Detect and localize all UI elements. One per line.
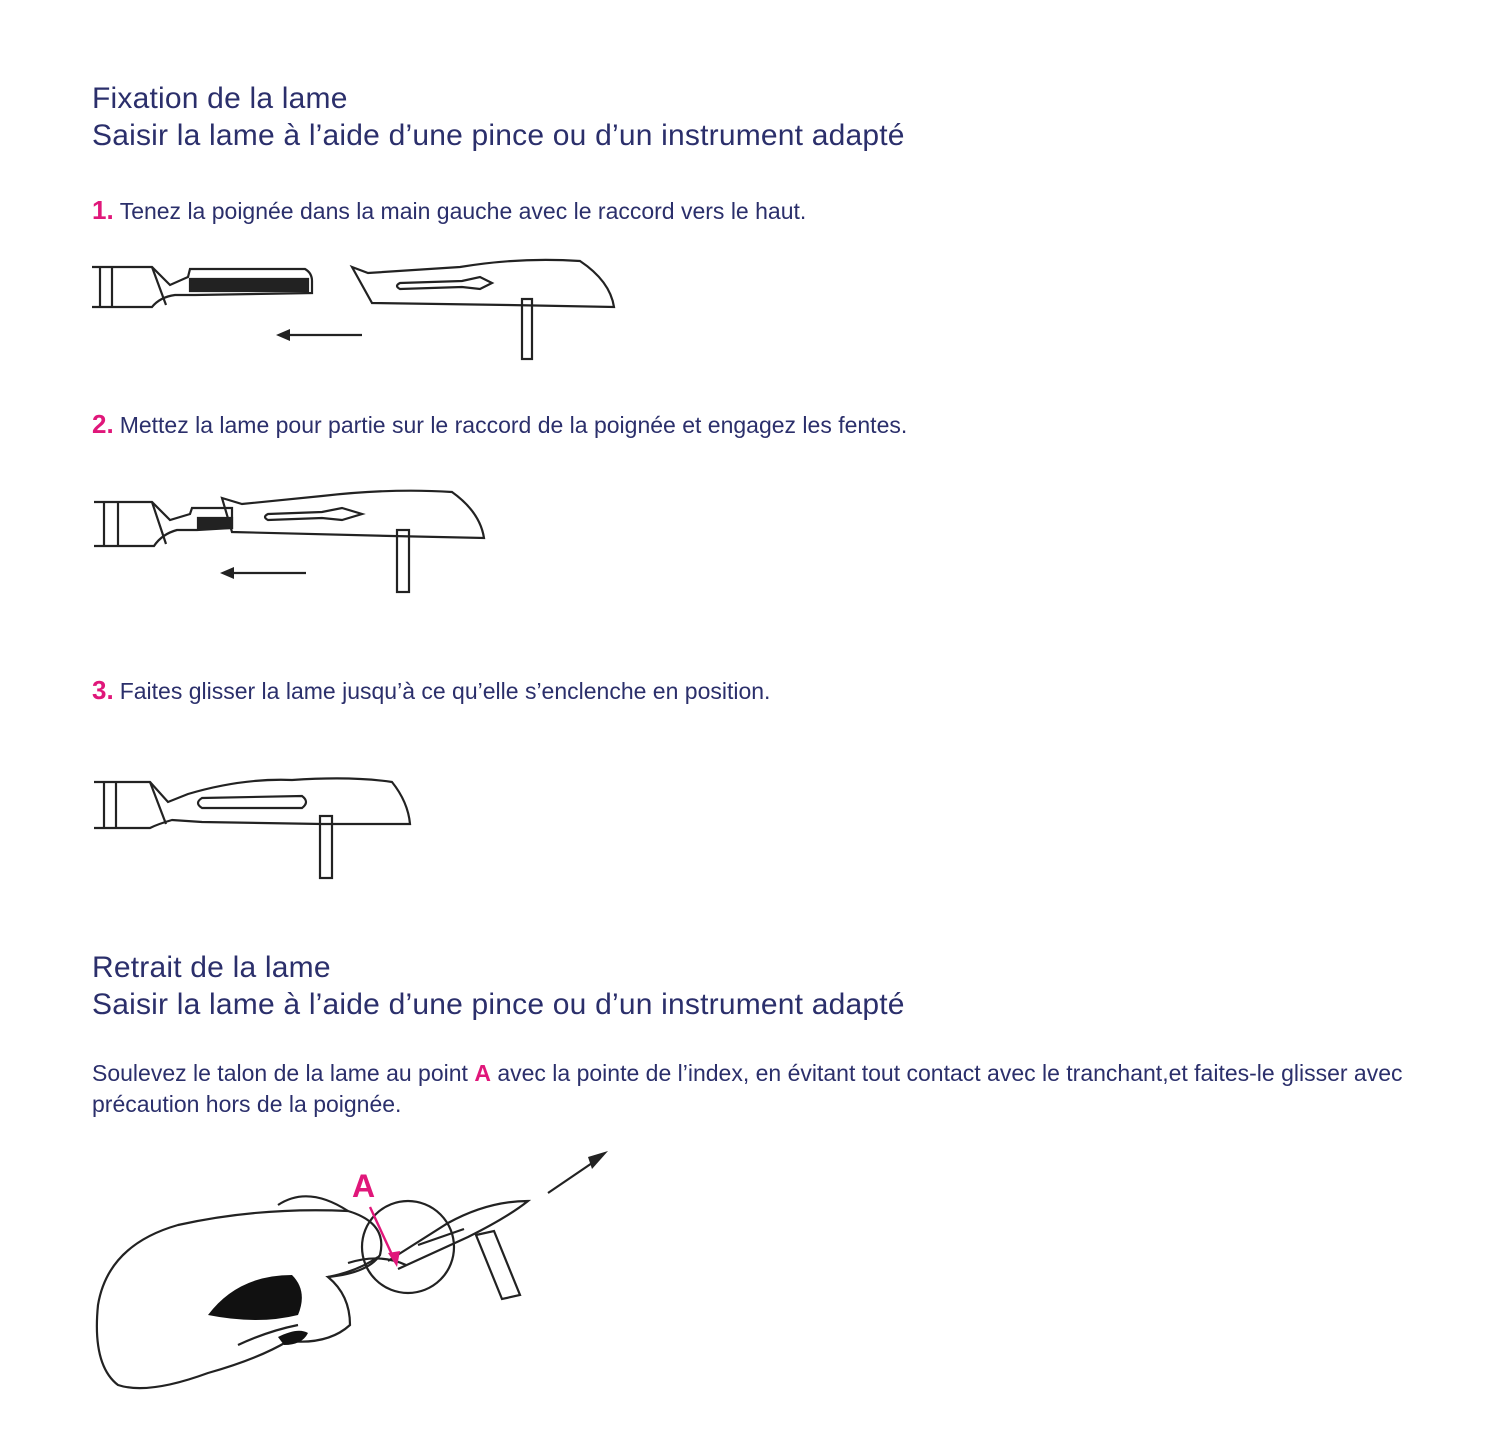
instruction-text-start: Soulevez le talon de la lame au point: [92, 1060, 475, 1086]
section-subtitle: Saisir la lame à l’aide d’une pince ou d’un instrument adapté: [92, 119, 905, 152]
illustration-step-3: [92, 772, 422, 882]
step-3: [92, 676, 770, 705]
step-text: Faites glisser la lame jusqu’à ce qu’elle s’enclenche en position.: [119, 678, 771, 704]
section-title: Fixation de la lame: [92, 82, 348, 115]
section-title: Retrait de la lame: [92, 951, 331, 984]
section-heading-fixation: [92, 80, 905, 154]
removal-instructions: [92, 1058, 1422, 1120]
step-number: 3.: [92, 675, 114, 705]
step-text: Mettez la lame pour partie sur le raccord de la poignée et engagez les fentes.: [119, 412, 908, 438]
section-heading-retrait: [92, 949, 905, 1023]
section-subtitle: Saisir la lame à l’aide d’une pince ou d’un instrument adapté: [92, 988, 905, 1021]
point-a-label: A: [352, 1168, 376, 1204]
illustration-step-2: [92, 488, 492, 598]
instruction-text-end: avec la pointe de l’index, en évitant tout contact avec le tranchant,et faites-le glisser avec précaution hors de la poignée.: [92, 1060, 1403, 1117]
step-2: [92, 410, 907, 439]
step-number: 1.: [92, 195, 114, 225]
step-1: [92, 196, 806, 225]
step-number: 2.: [92, 409, 114, 439]
illustration-step-1: [90, 255, 620, 365]
point-a-marker: A: [474, 1060, 491, 1086]
step-text: Tenez la poignée dans la main gauche avec le raccord vers le haut.: [119, 198, 807, 224]
